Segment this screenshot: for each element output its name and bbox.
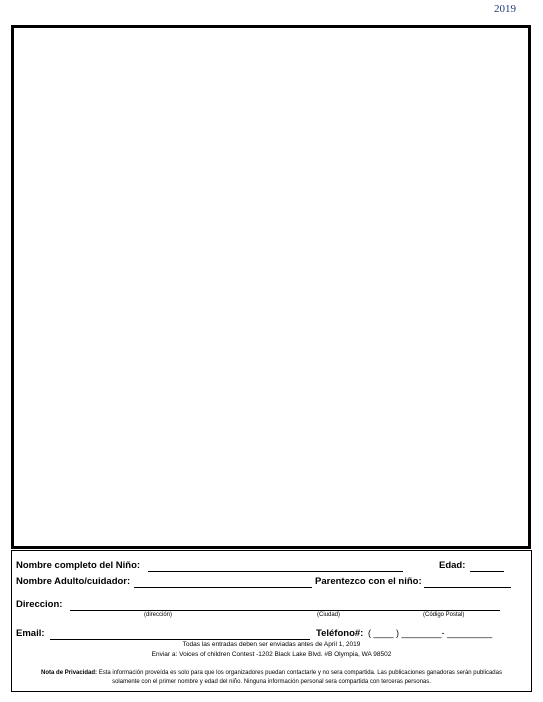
relation-field[interactable] [424,587,511,588]
child-name-label: Nombre completo del Niño: [16,560,141,571]
privacy-text: Esta información proveída es solo para que los organizadores puedan contactarle y no sera compartida. Las publicaciones ganadoras serán publicadas solamente con el primer nombre y edad del niño. Ninguna información personal sera compartida con terceras personas. [98,670,502,685]
email-label: Email: [16,628,45,639]
address-label: Direccion: [16,599,63,610]
child-name-field[interactable] [148,571,403,572]
address-row [16,599,527,613]
zip-sublabel: (Código Postal) [423,612,465,618]
relation-label: Parentezco con el niño: [315,576,422,587]
city-sublabel: (Ciudad) [317,612,341,618]
adult-row [16,576,527,590]
phone-field[interactable]: ( ____ ) ________- _________ [368,628,493,638]
contact-row [16,628,527,642]
year-label: 2019 [494,3,516,15]
phone-label: Teléfono#: [316,628,364,639]
address-sublabel: (dirección) [144,612,173,618]
email-field[interactable] [50,639,310,640]
entry-form [11,550,532,692]
send-to-text: Enviar a: Voices of children Contest -1202 Black Lake Blvd. #B Olympia, WA 98502 [151,651,392,658]
adult-field[interactable] [134,587,312,588]
child-name-row [16,560,527,574]
deadline-text: Todas las entradas deben ser enviadas antes de April 1, 2019 [182,641,361,648]
adult-label: Nombre Adulto/cuidador: [16,576,131,587]
age-field[interactable] [470,571,504,572]
address-field[interactable] [70,610,500,611]
drawing-area[interactable] [11,25,531,549]
age-label: Edad: [439,560,466,571]
privacy-title: Nota de Privacidad: [41,670,98,676]
privacy-note [30,669,513,687]
